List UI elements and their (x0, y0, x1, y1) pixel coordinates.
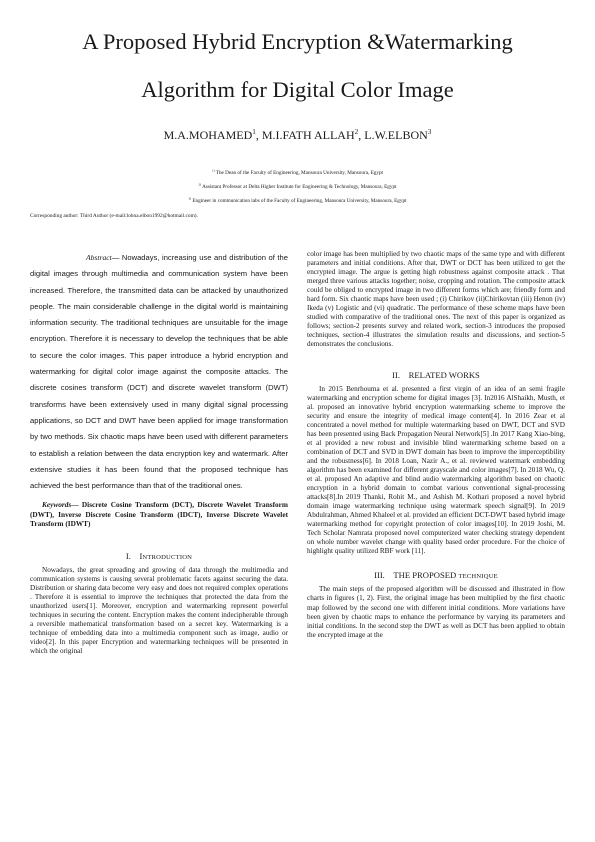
affiliation-text: The Dean of the Faculty of Engineering, Mansoura University, Mansoura, Egypt (214, 170, 383, 176)
corresponding-author: Corresponding author: Third Author (e-mail:lobna.elbon1992@hotmail.com). (30, 213, 198, 219)
affiliation-2 (20, 184, 575, 191)
proposed-technique-paragraph: The main steps of the proposed algorithm will be discussed and illustrated in flow charts in figures (1, 2). First, the original image has been multiplied by the first chaotic map followed by the second one with different initial conditions. More variations have been given by chaotic maps to enhance the performance by varying its parameters and initial conditions. In the second step the DWT as well as DCT has been applied to obtain the encrypted image at the (307, 585, 565, 639)
affiliation-1 (20, 170, 575, 177)
introduction-continued-paragraph: color image has been multiplied by two chaotic maps of the same type and with different parameters and initial conditions. After that, DWT or DCT has been utilized to get the encrypted image. The argue is getting high robustness against composite attack . That merged three various attacks together; noise, cropping and rotation. The composite attack could be obliged to encrypted image in two different forms which are; friendly form and hard form. Six chaotic maps have been used ; (i) Chirikov (ii)Chirikovtan (iii) Henon (iv) Ikeda (v) Logistic and (vi) quadratic. The performance of these scheme maps have been studied with comparative of the traditional ones. The next of this paper is organized as follows; section-2 presents survey and related work, section-3 introduces the proposed techniques, section-4 illustrates the simulation results and discussions, and section-5 demonstrates the conclusions. (307, 250, 565, 349)
section-heading-proposed-technique (307, 570, 565, 580)
affiliation-3 (20, 198, 575, 205)
author-list (20, 128, 575, 143)
section-title: THE PROPOSED (393, 570, 457, 581)
section-heading-related-works (307, 370, 565, 380)
section-title-rest: NTRODUCTION (142, 554, 193, 562)
author-2-mark: 2 (354, 128, 359, 136)
affiliation-text: Engineer in communication labs of the Faculty of Engineering, Mansoura University, Mansoura, Egypt (191, 198, 407, 204)
right-column (307, 250, 565, 640)
author-2: M.I.FATH ALLAH (261, 128, 355, 142)
related-works-paragraph: In 2015 Benrhouma et al. presented a first virgin of an idea of an semi fragile watermarking and encryption scheme for digital images [3]. In2016 AlShaikh, Musth, et al. proposed an innovative hybrid encryption watermarking scheme to improve the security and ensure the integrity of medical image content[4]. In 2016 Zear et al concentrated a novel method for multiple watermarking based on DWT, DCT and SVD has been presented using Back Propagation Neural Network[5] .In 2017 Kang Xiao-bing, et al provided a new robust and invisible blind watermarking scheme based on a combination of DCT and SVD in DWT domain has been to improve the imperceptibility and the robustness[6]. In 2018 Loan, Nazir A., et al. reviewed watermark embedding algorithm has been examined for different grayscale and color images[7]. In 2018 Wu, Q. et al. proposed An adaptive and blind audio watermarking algorithm based on chaotic encryption in a hybrid domain to combat various conventional signal-processing attacks[8].In 2019 Thanki, Rohit M., and Ashish M. Kothari proposed a novel hybrid domain image watermarking technique using watermark speech signal[9]. In 2019 Abdulrahman, Ahmed Khaleel et al. provided an efficient DCT-DWT based hybrid image watermarking method for copyright protection of color images[10]. In 2019 Joshi, M. Tech Scholar Namrata proposed novel computerized water checking strategy dependent on whole number wavelet change with quality based order procedure. For the choice of highlight quality utilized RBF work [11]. (307, 384, 565, 556)
affiliation-mark: 2) (198, 182, 202, 187)
author-3-mark: 3 (427, 128, 432, 136)
author-separator: , (255, 128, 262, 142)
author-separator: , (358, 128, 365, 142)
author-1: M.A.MOHAMED (163, 128, 253, 142)
keywords-label: Keywords (42, 500, 72, 510)
keywords (30, 500, 288, 528)
left-column (30, 250, 288, 657)
paper-title-line-1: A Proposed Hybrid Encryption &Watermarking (82, 29, 513, 54)
keywords-text: — Discrete Cosine Transform (DCT), Discrete Wavelet Transform (DWT), Inverse Discrete Cosine Transform (IDCT), Inverse Discrete Wavelet Transform (IDWT) (30, 500, 288, 528)
section-heading-introduction (30, 551, 288, 561)
affiliation-mark: 1) (211, 168, 215, 173)
abstract-label: Abstract (86, 253, 112, 262)
abstract (30, 250, 288, 494)
affiliation-mark: 3) (188, 196, 192, 201)
section-number: III. (374, 570, 385, 581)
section-number: II. (392, 369, 401, 380)
abstract-text: — Nowadays, increasing use and distribution of the digital images through multimedia and communication system have been increased. Therefore, the transmitted data can be attacked by unauthorized people. The main considerable challenge in the digital world is maintaining information security. The traditional techniques are unsuitable for the image encryption. Therefore it is necessary to develop the techniques that be able to secure the color images. This paper introduce a hybrid encryption and watermarking for digital color image against the composite attacks. The discrete cosines transform (DCT) and discrete wavelet transform (DWT) transforms have been extensively used in many digital signal processing applications, so DCT and DWT have been applied for image transformation by two methods. Six chaotic maps have been used with different parameters to establish a relation between the data encryption key and watermark. After extensive studies it has been found that the proposed technique has achieved the best performance than that of the traditional ones. (30, 253, 288, 491)
affiliation-text: Assistant Professor at Delta Higher Institute for Engineering & Technology, Mansoura, Egypt (201, 184, 397, 190)
section-number: I. (125, 551, 131, 562)
section-title: RELATED WORKS (408, 369, 480, 380)
author-1-mark: 1 (252, 128, 256, 136)
paper-title-line-2: Algorithm for Digital Color Image (141, 77, 454, 102)
author-3: L.W.ELBON (364, 128, 428, 142)
section-title-smallcaps: TECHNIQUE (458, 573, 498, 581)
introduction-paragraph: Nowadays, the great spreading and growing of data through the multimedia and communication systems is causing several problematic facets against securing the data. Distribution or sharing data become very easy and does not required complex operations . Therefore it is essential to improve the techniques that protected the data from the unauthorized users[1]. Moreover, encryption and watermarking represent powerful techniques in securing the content. Encryption makes the content indecipherable through a reversible mathematical transformation based on a secret key. Watermarking is a technique of embedding data into a multimedia component such as image, audio or video[2]. In this paper Encryption and watermarking techniques will be presented in which the original (30, 566, 288, 656)
section-title-initial: I (139, 551, 143, 562)
